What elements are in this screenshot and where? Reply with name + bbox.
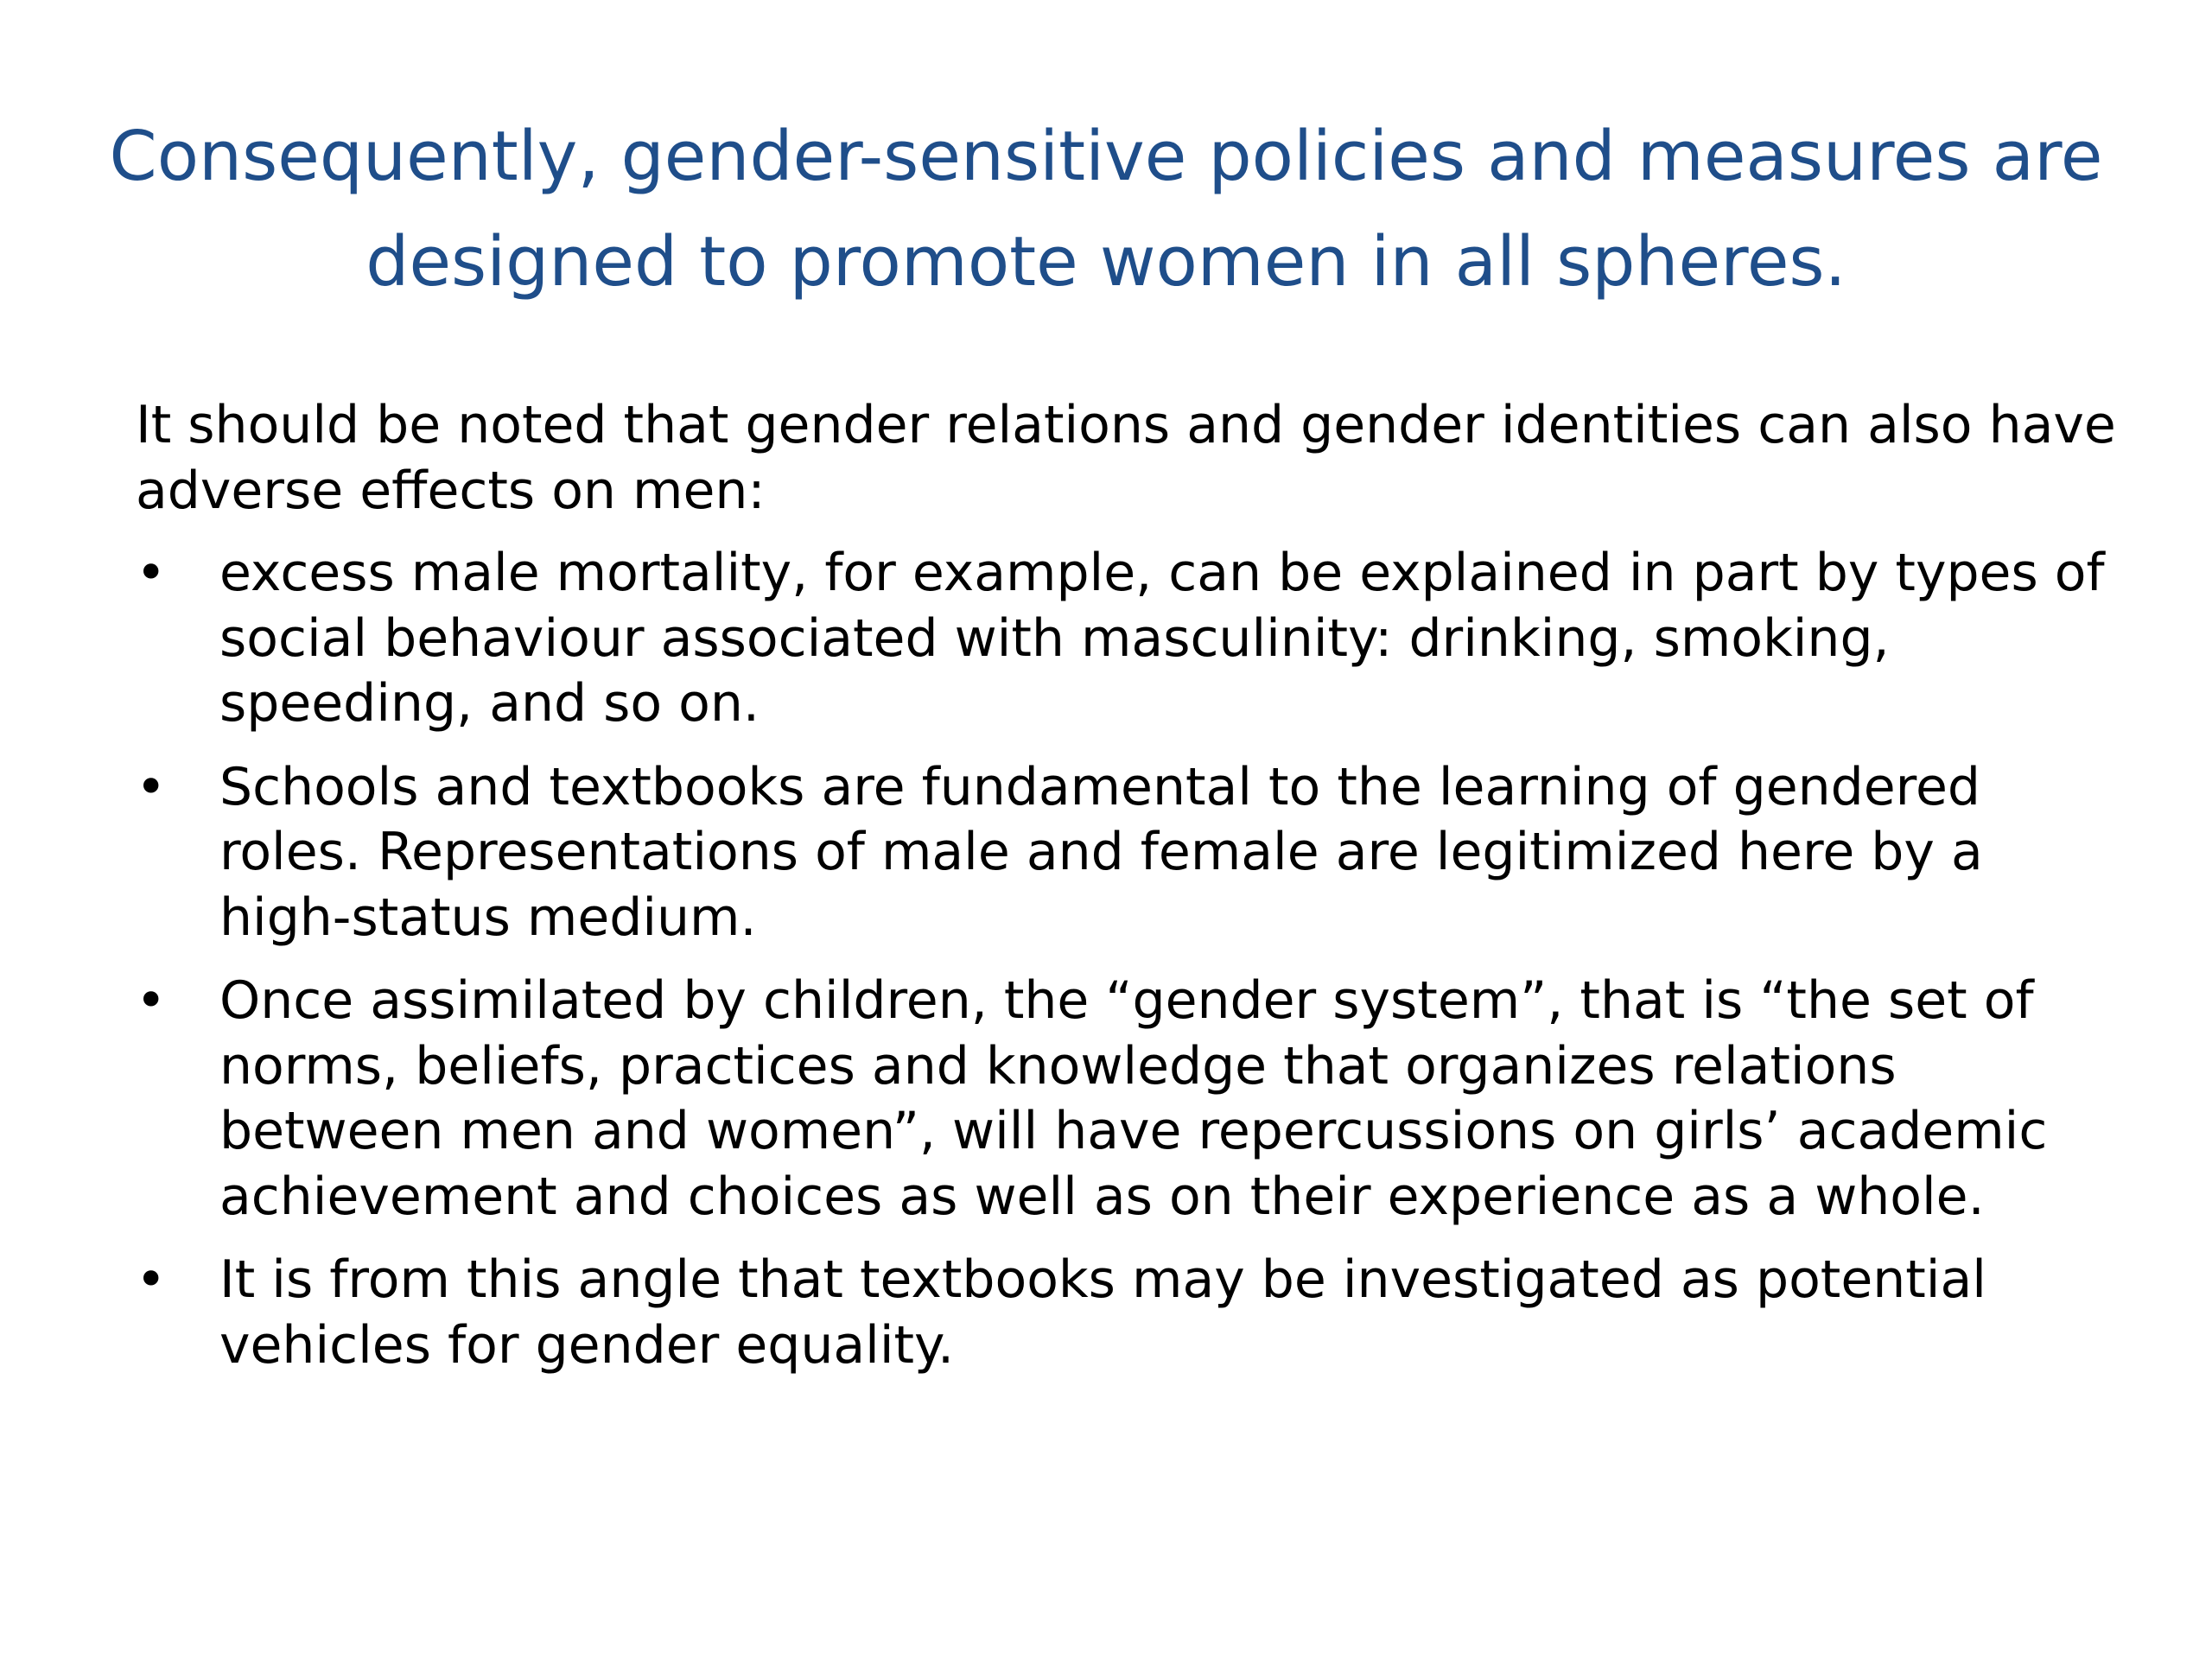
intro-paragraph: It should be noted that gender relations and gender identities can also have adverse effects on men: (136, 395, 2116, 521)
bullet-text: excess male mortality, for example, can be explained in part by types of social behaviour associated with masculinity: drinking, smoking, speeding, and so on. (219, 543, 2105, 734)
bullet-item (136, 1248, 2123, 1378)
bullet-item (136, 541, 2123, 737)
bullet-text: Schools and textbooks are fundamental to the learning of gendered roles. Representations of male and female are legitimized here by a high-status medium. (219, 756, 1983, 948)
bullet-item (136, 755, 2123, 951)
bullet-list (136, 541, 2123, 1378)
bullet-text: Once assimilated by children, the “gender system”, that is “the set of norms, beliefs, practices and knowledge that organizes relations between men and women”, will have repercussions on girls’ academic achievement and choices as well as on their experience as a whole. (219, 970, 2048, 1227)
bullet-text: It is from this angle that textbooks may be investigated as potential vehicles for gender equality. (219, 1249, 1986, 1376)
slide-title: Consequently, gender-sensitive policies and measures are designed to promote women in all spheres. (109, 117, 2103, 302)
bullet-icon: • (136, 756, 167, 817)
bullet-item (136, 969, 2123, 1230)
slide-body (136, 393, 2123, 1396)
bullet-icon: • (136, 1249, 167, 1310)
bullet-icon: • (136, 543, 167, 603)
bullet-icon: • (136, 970, 167, 1031)
